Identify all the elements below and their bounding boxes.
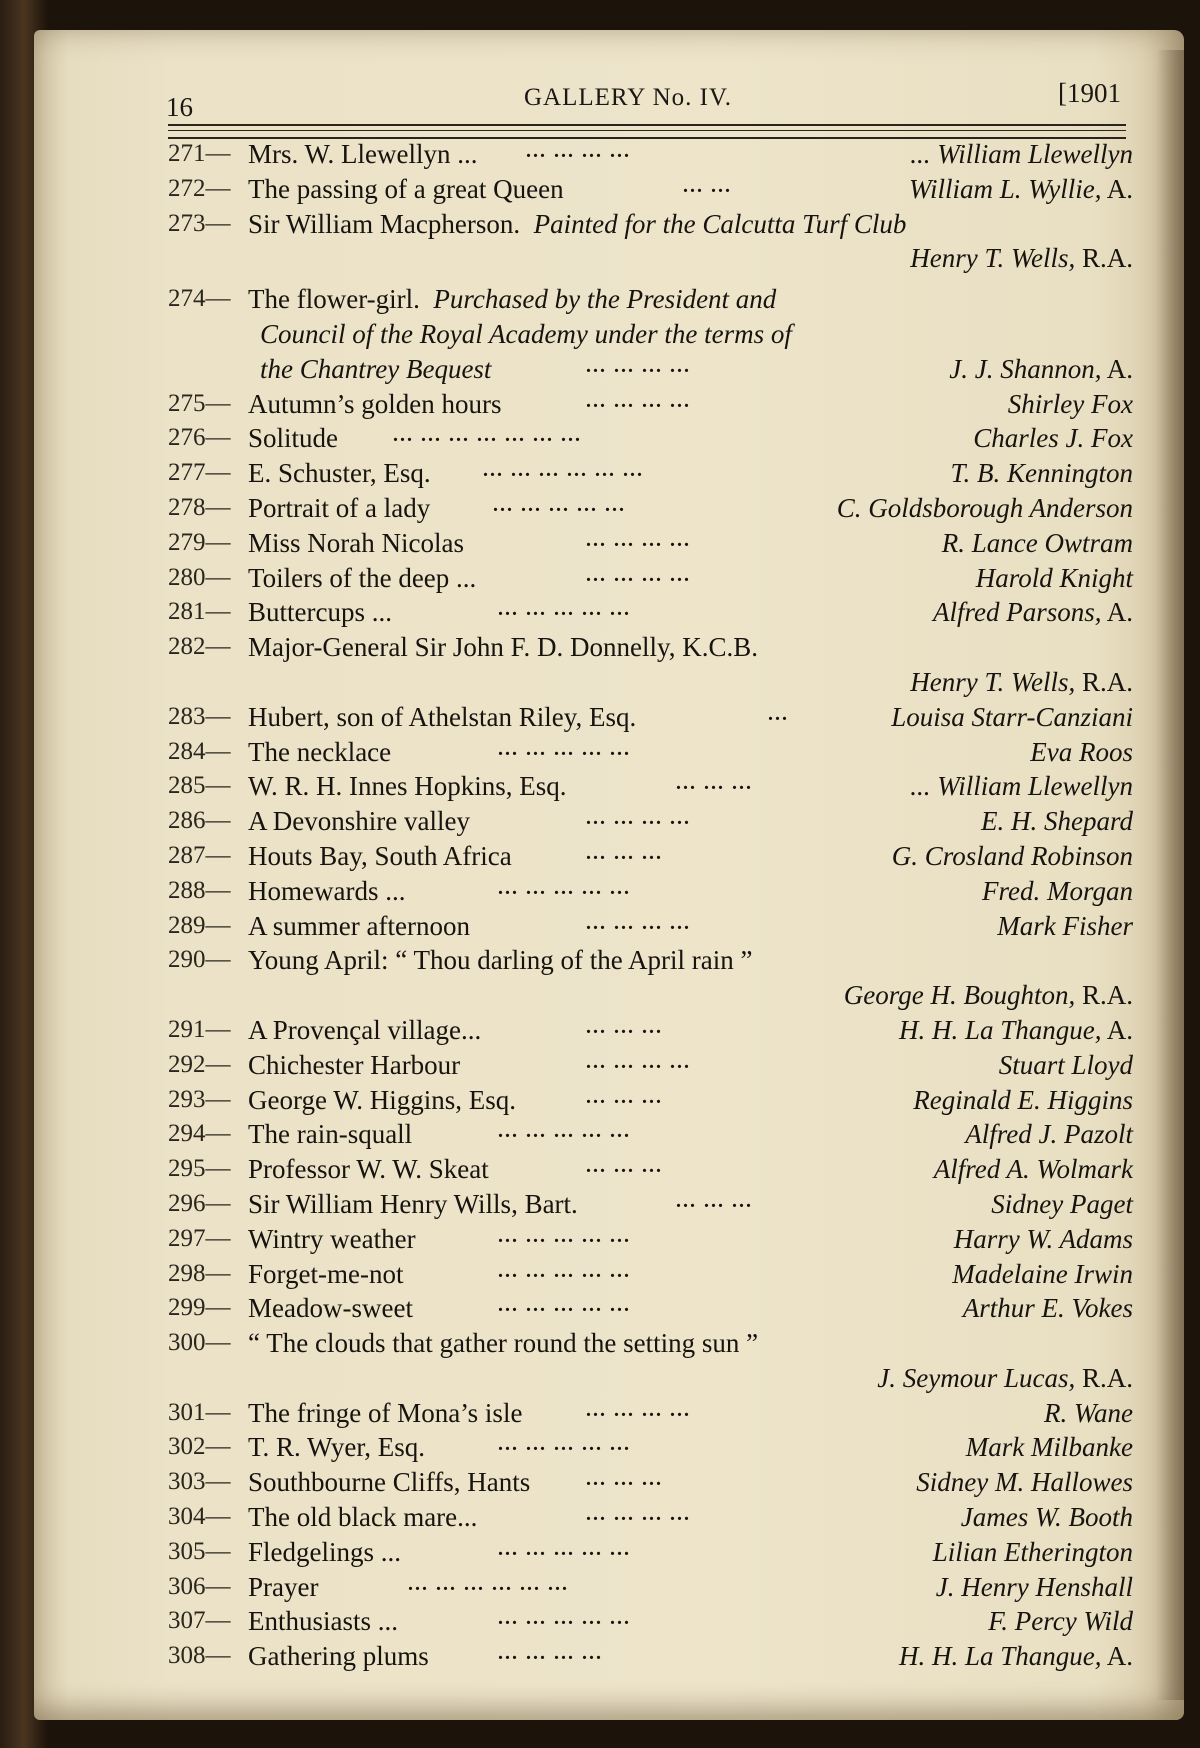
list-item bbox=[168, 560, 1133, 595]
header-rule bbox=[168, 130, 1126, 131]
entry-artist: Alfred Parsons, A. bbox=[932, 597, 1133, 628]
list-item-continuation bbox=[168, 240, 1133, 275]
entry-number: 302— bbox=[168, 1433, 231, 1461]
entry-artist: Sidney Paget bbox=[991, 1188, 1133, 1219]
list-item bbox=[168, 1012, 1133, 1047]
list-item bbox=[168, 768, 1133, 803]
list-item bbox=[168, 838, 1133, 873]
entry-number: 283— bbox=[168, 702, 231, 730]
page-number: 16 bbox=[166, 92, 193, 122]
leader-dots: ... ... ... bbox=[586, 1155, 663, 1178]
list-item bbox=[168, 1290, 1133, 1325]
entry-number: 292— bbox=[168, 1050, 231, 1078]
entry-title: Enthusiasts ... bbox=[248, 1606, 399, 1637]
entry-artist: Henry T. Wells, R.A. bbox=[910, 243, 1133, 274]
entry-number: 308— bbox=[168, 1642, 231, 1670]
entry-artist: Charles J. Fox bbox=[973, 423, 1133, 454]
leader-dots: ... ... ... ... bbox=[586, 911, 691, 934]
leader-dots: ... ... ... ... bbox=[586, 354, 691, 377]
entry-title: Young April: “ Thou darling of the April rain ” bbox=[248, 945, 753, 976]
entry-artist: C. Goldsborough Anderson bbox=[836, 492, 1133, 523]
header-rule bbox=[168, 124, 1126, 126]
entry-artist: Reginald E. Higgins bbox=[913, 1084, 1133, 1115]
leader-dots: ... ... ... ... bbox=[586, 1050, 691, 1073]
entry-title: Gathering plums bbox=[248, 1641, 429, 1672]
list-item bbox=[168, 1395, 1133, 1430]
list-item-continuation bbox=[168, 664, 1133, 699]
entry-artist: Harry W. Adams bbox=[953, 1223, 1133, 1254]
entry-number: 291— bbox=[168, 1015, 231, 1043]
entry-artist: Alfred J. Pazolt bbox=[965, 1119, 1133, 1150]
list-item bbox=[168, 420, 1133, 455]
entry-number: 299— bbox=[168, 1294, 231, 1322]
entry-title: Forget-me-not bbox=[248, 1258, 404, 1289]
entry-artist: Madelaine Irwin bbox=[952, 1258, 1133, 1289]
list-item bbox=[168, 490, 1133, 525]
entry-number: 289— bbox=[168, 911, 231, 939]
entry-title: Chichester Harbour bbox=[248, 1049, 461, 1080]
leader-dots: ... ... ... ... bbox=[586, 389, 691, 412]
leader-dots: ... ... ... bbox=[676, 1189, 753, 1212]
list-item bbox=[168, 1429, 1133, 1464]
entry-number: 287— bbox=[168, 841, 231, 869]
list-item bbox=[168, 525, 1133, 560]
leader-dots: ... ... ... ... ... bbox=[498, 737, 631, 760]
entry-title: The rain-squall bbox=[248, 1119, 413, 1150]
list-item bbox=[168, 1534, 1133, 1569]
entry-artist: William L. Wyllie, A. bbox=[908, 173, 1133, 204]
leader-dots: ... ... ... bbox=[586, 841, 663, 864]
list-item bbox=[168, 1569, 1133, 1604]
entry-number: 301— bbox=[168, 1398, 231, 1426]
entry-number: 304— bbox=[168, 1503, 231, 1531]
leader-dots: ... ... ... ... ... ... ... bbox=[393, 424, 582, 447]
list-item bbox=[168, 1603, 1133, 1638]
entry-artist: G. Crosland Robinson bbox=[891, 840, 1133, 871]
leader-dots: ... ... ... ... ... ... bbox=[483, 459, 644, 482]
entry-title: Solitude bbox=[248, 423, 339, 454]
entry-number: 279— bbox=[168, 528, 231, 556]
list-item-continuation bbox=[168, 351, 1133, 386]
leader-dots: ... ... ... ... bbox=[586, 528, 691, 551]
leader-dots: ... ... ... ... ... bbox=[498, 1120, 631, 1143]
entry-title: Portrait of a lady bbox=[248, 492, 431, 523]
entry-number: 278— bbox=[168, 493, 231, 521]
entry-number: 295— bbox=[168, 1155, 231, 1183]
entry-number: 294— bbox=[168, 1120, 231, 1148]
list-item bbox=[168, 594, 1133, 629]
leader-dots: ... ... ... ... bbox=[586, 1503, 691, 1526]
entry-number: 274— bbox=[168, 285, 231, 313]
page-edge-shadow bbox=[1156, 50, 1184, 1700]
list-item bbox=[168, 1082, 1133, 1117]
entry-title: Hubert, son of Athelstan Riley, Esq. bbox=[248, 701, 637, 732]
entry-artist: Harold Knight bbox=[975, 562, 1133, 593]
entry-title: Sir William Henry Wills, Bart. bbox=[248, 1188, 578, 1219]
list-item bbox=[168, 1221, 1133, 1256]
leader-dots: ... ... ... ... ... ... bbox=[408, 1572, 569, 1595]
leader-dots: ... ... ... ... ... bbox=[498, 1433, 631, 1456]
entry-artist: R. Wane bbox=[1044, 1397, 1133, 1428]
entry-artist: Lilian Etherington bbox=[932, 1536, 1133, 1567]
entry-number: 286— bbox=[168, 807, 231, 835]
list-item bbox=[168, 1464, 1133, 1499]
entry-title: A Devonshire valley bbox=[248, 806, 470, 837]
entry-number: 273— bbox=[168, 209, 231, 237]
entry-artist: ... William Llewellyn bbox=[910, 139, 1133, 169]
entry-title: Professor W. W. Skeat bbox=[248, 1154, 489, 1185]
leader-dots: ... ... bbox=[683, 174, 732, 197]
entry-artist: T. B. Kennington bbox=[950, 458, 1133, 489]
catalogue-list bbox=[168, 136, 1133, 1673]
entry-number: 288— bbox=[168, 876, 231, 904]
entry-number: 285— bbox=[168, 772, 231, 800]
entry-title: T. R. Wyer, Esq. bbox=[248, 1432, 426, 1463]
entry-number: 284— bbox=[168, 737, 231, 765]
entry-title: George W. Higgins, Esq. bbox=[248, 1084, 516, 1115]
list-item bbox=[168, 281, 1133, 316]
leader-dots: ... ... ... ... ... bbox=[498, 876, 631, 899]
year-label: [1901 bbox=[1058, 78, 1121, 108]
entry-title: Major-General Sir John F. D. Donnelly, K.C.B. bbox=[248, 632, 758, 663]
entry-artist: H. H. La Thangue, A. bbox=[898, 1641, 1133, 1672]
list-item bbox=[168, 699, 1133, 734]
entry-title: Houts Bay, South Africa bbox=[248, 840, 512, 871]
entry-title: Homewards ... bbox=[248, 875, 406, 906]
entry-artist: Fred. Morgan bbox=[982, 875, 1133, 906]
list-item bbox=[168, 803, 1133, 838]
leader-dots: ... ... ... bbox=[586, 1468, 663, 1491]
entry-title: The passing of a great Queen bbox=[248, 173, 564, 204]
entry-title: W. R. H. Innes Hopkins, Esq. bbox=[248, 771, 567, 802]
entry-artist: Louisa Starr-Canziani bbox=[891, 701, 1133, 732]
entry-artist: H. H. La Thangue, A. bbox=[898, 1014, 1133, 1045]
entry-note: Council of the Royal Academy under the terms of bbox=[260, 318, 792, 349]
list-item bbox=[168, 1186, 1133, 1221]
entry-number: 303— bbox=[168, 1468, 231, 1496]
leader-dots: ... ... ... ... bbox=[498, 1642, 603, 1665]
leader-dots: ... ... ... ... ... bbox=[498, 1537, 631, 1560]
entry-number: 271— bbox=[168, 140, 231, 167]
entry-title: Miss Norah Nicolas bbox=[248, 527, 464, 558]
entry-number: 281— bbox=[168, 598, 231, 626]
entry-number: 306— bbox=[168, 1572, 231, 1600]
entry-artist: Eva Roos bbox=[1030, 736, 1133, 767]
entry-artist: J. Henry Henshall bbox=[935, 1571, 1133, 1602]
entry-number: 280— bbox=[168, 563, 231, 591]
page-header bbox=[130, 76, 1125, 126]
leader-dots: ... ... ... ... bbox=[526, 140, 631, 162]
list-item-continuation bbox=[168, 316, 1133, 351]
entry-artist: Alfred A. Wolmark bbox=[933, 1154, 1133, 1185]
entry-title: The old black mare... bbox=[248, 1502, 478, 1533]
entry-artist: J. Seymour Lucas, R.A. bbox=[877, 1362, 1133, 1393]
list-item bbox=[168, 873, 1133, 908]
leader-dots: ... ... ... ... ... bbox=[493, 493, 626, 516]
entry-artist: Sidney M. Hallowes bbox=[916, 1467, 1133, 1498]
entry-artist: Stuart Lloyd bbox=[998, 1049, 1133, 1080]
list-item bbox=[168, 1256, 1133, 1291]
entry-title: “ The clouds that gather round the setting sun ” bbox=[248, 1328, 759, 1359]
entry-note: the Chantrey Bequest bbox=[260, 353, 492, 384]
list-item bbox=[168, 136, 1133, 171]
entry-artist: James W. Booth bbox=[960, 1502, 1133, 1533]
entry-number: 298— bbox=[168, 1259, 231, 1287]
list-item bbox=[168, 942, 1133, 977]
entry-title: Autumn’s golden hours bbox=[248, 388, 502, 419]
leader-dots: ... ... ... ... ... bbox=[498, 1294, 631, 1317]
entry-artist: J. J. Shannon, A. bbox=[949, 353, 1133, 384]
leader-dots: ... ... ... bbox=[676, 772, 753, 795]
entry-artist: Mark Fisher bbox=[997, 910, 1133, 941]
list-item-continuation bbox=[168, 977, 1133, 1012]
entry-number: 276— bbox=[168, 424, 231, 452]
entry-note: Purchased by the President and bbox=[433, 284, 777, 315]
entry-number: 305— bbox=[168, 1537, 231, 1565]
entry-title: Wintry weather bbox=[248, 1223, 416, 1254]
entry-number: 297— bbox=[168, 1224, 231, 1252]
list-item bbox=[168, 1499, 1133, 1534]
entry-title: Southbourne Cliffs, Hants bbox=[248, 1467, 531, 1498]
leader-dots: ... ... ... bbox=[586, 1015, 663, 1038]
leader-dots: ... ... ... ... bbox=[586, 563, 691, 586]
list-item bbox=[168, 629, 1133, 664]
entry-artist: George H. Boughton, R.A. bbox=[843, 980, 1133, 1011]
list-item bbox=[168, 734, 1133, 769]
entry-title: The fringe of Mona’s isle bbox=[248, 1397, 523, 1428]
entry-artist: Mark Milbanke bbox=[965, 1432, 1133, 1463]
entry-title: A summer afternoon bbox=[248, 910, 470, 941]
entry-artist: F. Percy Wild bbox=[988, 1606, 1133, 1637]
entry-title: The flower-girl. Purchased by the President and bbox=[248, 284, 777, 315]
entry-artist: ... William Llewellyn bbox=[910, 771, 1133, 802]
entry-number: 300— bbox=[168, 1329, 231, 1357]
leader-dots: ... ... ... ... bbox=[586, 1398, 691, 1421]
entry-number: 293— bbox=[168, 1085, 231, 1113]
list-item bbox=[168, 1116, 1133, 1151]
entry-artist: Arthur E. Vokes bbox=[962, 1293, 1133, 1324]
entry-number: 272— bbox=[168, 174, 231, 202]
entry-number: 282— bbox=[168, 633, 231, 661]
list-item bbox=[168, 206, 1133, 241]
list-item bbox=[168, 386, 1133, 421]
entry-title: Meadow-sweet bbox=[248, 1293, 413, 1324]
list-item bbox=[168, 1047, 1133, 1082]
leader-dots: ... ... ... ... ... bbox=[498, 1259, 631, 1282]
entry-title: Sir William Macpherson. Painted for the Calcutta Turf Club bbox=[248, 208, 907, 239]
entry-artist: Shirley Fox bbox=[1007, 388, 1133, 419]
list-item bbox=[168, 455, 1133, 490]
entry-number: 296— bbox=[168, 1189, 231, 1217]
list-item bbox=[168, 1638, 1133, 1673]
entry-title: Toilers of the deep ... bbox=[248, 562, 477, 593]
entry-number: 277— bbox=[168, 459, 231, 487]
entry-note: Painted for the Calcutta Turf Club bbox=[533, 208, 907, 239]
leader-dots: ... ... ... ... bbox=[586, 807, 691, 830]
entry-number: 290— bbox=[168, 946, 231, 974]
entry-title: E. Schuster, Esq. bbox=[248, 458, 431, 489]
entry-number: 307— bbox=[168, 1607, 231, 1635]
entry-number: 275— bbox=[168, 389, 231, 417]
leader-dots: ... ... ... ... ... bbox=[498, 1607, 631, 1630]
entry-artist: Henry T. Wells, R.A. bbox=[910, 666, 1133, 697]
entry-artist: E. H. Shepard bbox=[981, 806, 1133, 837]
list-item bbox=[168, 1325, 1133, 1360]
entry-title: A Provençal village... bbox=[248, 1014, 482, 1045]
list-item bbox=[168, 1151, 1133, 1186]
entry-title: Prayer bbox=[248, 1571, 319, 1602]
leader-dots: ... ... ... ... ... bbox=[498, 1224, 631, 1247]
leader-dots: ... ... ... ... ... bbox=[498, 598, 631, 621]
list-item-continuation bbox=[168, 1360, 1133, 1395]
leader-dots: ... bbox=[768, 702, 789, 725]
entry-title: Mrs. W. Llewellyn ... bbox=[248, 139, 478, 169]
list-item bbox=[168, 908, 1133, 943]
entry-artist: R. Lance Owtram bbox=[941, 527, 1133, 558]
entry-title: Buttercups ... bbox=[248, 597, 392, 628]
gallery-title: GALLERY No. IV. bbox=[524, 84, 733, 111]
leader-dots: ... ... ... bbox=[586, 1085, 663, 1108]
entry-title: The necklace bbox=[248, 736, 392, 767]
list-item bbox=[168, 171, 1133, 206]
entry-title: Fledgelings ... bbox=[248, 1536, 401, 1567]
